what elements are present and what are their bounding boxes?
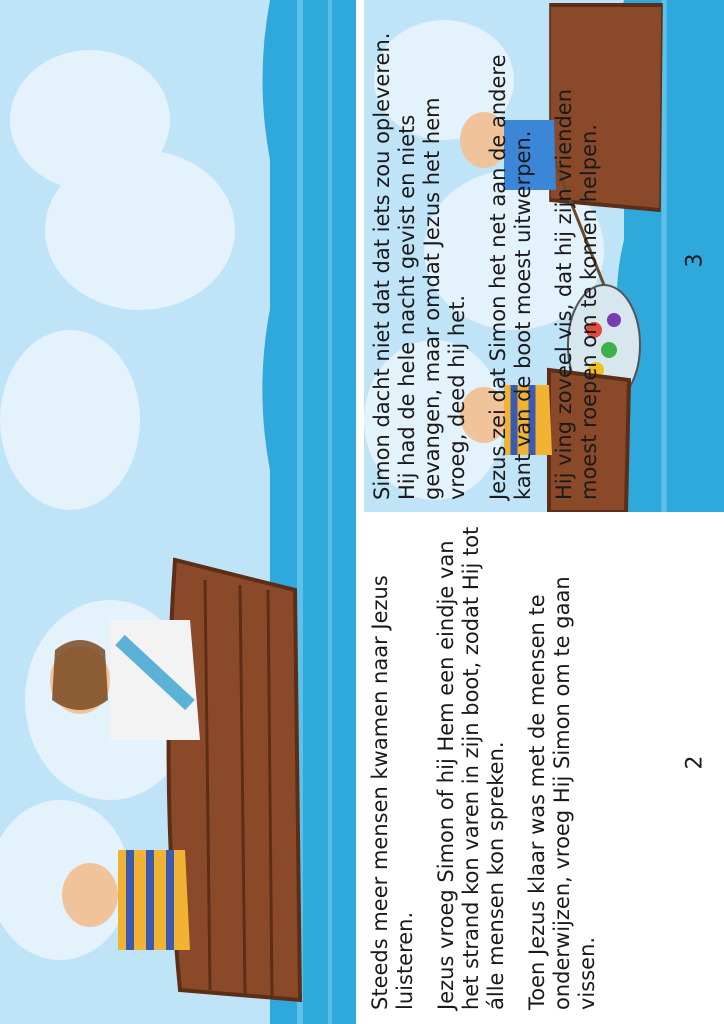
page-3-paragraph-3: Hij ving zoveel vis, dat hij zijn vrienden moest roepen om te komen helpen.: [552, 88, 601, 500]
page-3-paragraph-2: Jezus zei dat Simon het net aan de andere kant van de boot moest uitwerpen.: [486, 54, 535, 500]
illustration-page-2: [0, 0, 356, 1024]
page-3-text: [370, 30, 618, 500]
page-number-2: 2: [682, 755, 708, 770]
page-2-paragraph-2: Jezus vroeg Simon of hij Hem een eindje van het strand kon varen in zijn boot, zodat Hij tot álle mensen kon spreken.: [434, 526, 508, 1010]
page-2-text: [368, 510, 616, 1010]
page-number-3: 3: [682, 253, 708, 268]
page-2-paragraph-3: Toen Jezus klaar was met de mensen te onderwijzen, vroeg Hij Simon om te gaan vissen.: [525, 576, 599, 1010]
page-3-paragraph-1: Simon dacht niet dat dat iets zou opleveren. Hij had de hele nacht gevist en niets gevangen, maar omdat Jezus het hem vroeg, deed hij het.: [370, 32, 469, 500]
page-gutter: [356, 0, 364, 1024]
page-2-paragraph-1: Steeds meer mensen kwamen naar Jezus luisteren.: [368, 575, 417, 1010]
